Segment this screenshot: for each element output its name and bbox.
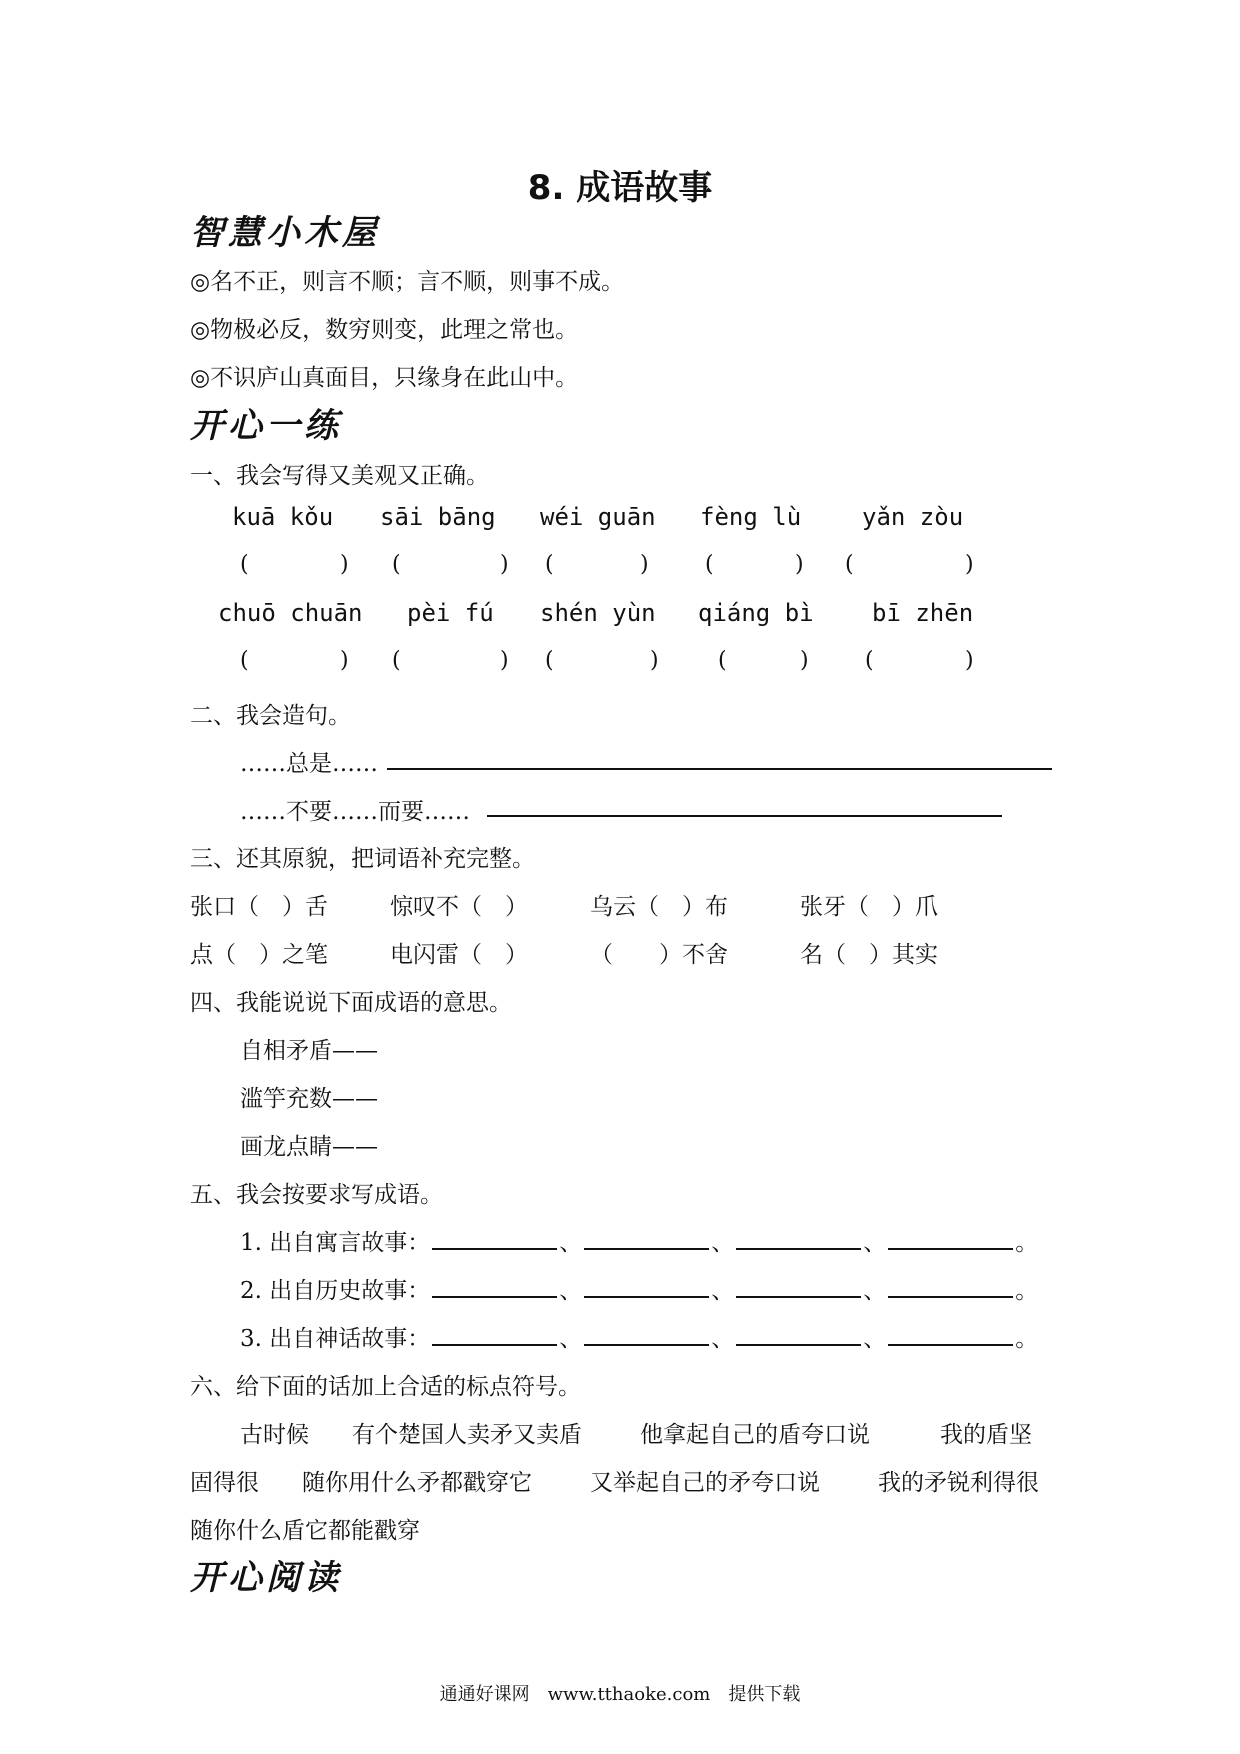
answer-blank[interactable] [736, 1324, 861, 1346]
passage-segment: 随你用什么矛都戳穿它 [302, 1470, 532, 1496]
paren-close: ) [800, 648, 809, 673]
paren-open: ( [240, 648, 249, 673]
pinyin-item: sāi bāng [380, 503, 496, 531]
quote-2: ◎物极必反，数穷则变，此理之常也。 [190, 317, 579, 343]
q5-item-label: 2. 出自历史故事： [240, 1278, 431, 1304]
passage-segment: 固得很 [190, 1470, 259, 1496]
sentence-prompt-2: ……不要……而要…… [240, 799, 470, 825]
paren-close: ) [500, 552, 509, 577]
separator: 、 [559, 1278, 583, 1304]
idiom-fill: 名（ ）其实 [800, 942, 938, 968]
separator: 、 [863, 1230, 887, 1256]
answer-blank[interactable] [736, 1228, 861, 1250]
pinyin-item: chuō chuān [218, 599, 363, 627]
quote-3: ◎不识庐山真面目，只缘身在此山中。 [190, 365, 579, 391]
answer-blank[interactable] [736, 1276, 861, 1298]
separator: 、 [559, 1326, 583, 1352]
q3-heading: 三、还其原貌，把词语补充完整。 [190, 846, 535, 872]
q5-item-label: 3. 出自神话故事： [240, 1326, 431, 1352]
paren-close: ) [640, 552, 649, 577]
answer-blank[interactable] [432, 1228, 557, 1250]
idiom-fill: 乌云（ ）布 [590, 894, 728, 920]
end-mark: 。 [1015, 1326, 1039, 1352]
paren-open: ( [545, 552, 554, 577]
section-practice: 开心一练 [190, 406, 342, 446]
q6-heading: 六、给下面的话加上合适的标点符号。 [190, 1374, 581, 1400]
pinyin-item: bī zhēn [872, 599, 974, 627]
passage-segment: 我的矛锐利得很 [878, 1470, 1039, 1496]
idiom-meaning: 画龙点睛—— [240, 1134, 378, 1160]
paren-open: ( [718, 648, 727, 673]
pinyin-item: fèng lù [700, 503, 802, 531]
idiom-fill: （ ）不舍 [590, 942, 728, 968]
answer-blank[interactable] [888, 1324, 1013, 1346]
q4-heading: 四、我能说说下面成语的意思。 [190, 990, 512, 1016]
idiom-fill: 电闪雷（ ） [390, 942, 528, 968]
paren-open: ( [392, 648, 401, 673]
section-wisdom: 智慧小木屋 [190, 213, 380, 253]
idiom-fill: 张口（ ）舌 [190, 894, 328, 920]
quote-1: ◎名不正，则言不顺；言不顺，则事不成。 [190, 269, 625, 295]
paren-open: ( [545, 648, 554, 673]
pinyin-item: wéi guān [540, 503, 656, 531]
pinyin-item: pèi fú [407, 599, 494, 627]
paren-open: ( [392, 552, 401, 577]
paren-open: ( [240, 552, 249, 577]
separator: 、 [559, 1230, 583, 1256]
paren-close: ) [795, 552, 804, 577]
q1-heading: 一、我会写得又美观又正确。 [190, 463, 489, 489]
answer-blank[interactable] [432, 1276, 557, 1298]
section-reading: 开心阅读 [190, 1558, 342, 1598]
idiom-fill: 点（ ）之笔 [190, 942, 328, 968]
paren-close: ) [500, 648, 509, 673]
answer-blank[interactable] [888, 1276, 1013, 1298]
paren-close: ) [340, 648, 349, 673]
separator: 、 [711, 1278, 735, 1304]
pinyin-item: kuā kǒu [232, 503, 334, 531]
q5-item-label: 1. 出自寓言故事： [240, 1230, 431, 1256]
passage-segment: 有个楚国人卖矛又卖盾 [352, 1422, 582, 1448]
paren-open: ( [845, 552, 854, 577]
passage-segment: 古时候 [240, 1422, 309, 1448]
pinyin-item: shén yùn [540, 599, 656, 627]
passage-segment: 我的盾坚 [940, 1422, 1032, 1448]
passage-segment: 随你什么盾它都能戳穿 [190, 1518, 420, 1544]
answer-blank[interactable] [888, 1228, 1013, 1250]
separator: 、 [711, 1230, 735, 1256]
idiom-meaning: 滥竽充数—— [240, 1086, 378, 1112]
answer-blank[interactable] [584, 1228, 709, 1250]
footer: 通通好课网 www.tthaoke.com 提供下载 [439, 1684, 801, 1705]
q5-heading: 五、我会按要求写成语。 [190, 1182, 443, 1208]
answer-blank[interactable] [432, 1324, 557, 1346]
paren-close: ) [965, 552, 974, 577]
q5-row-3 [240, 1320, 1038, 1353]
answer-blank[interactable] [584, 1276, 709, 1298]
pinyin-item: qiáng bì [698, 599, 814, 627]
end-mark: 。 [1015, 1278, 1039, 1304]
passage-segment: 又举起自己的矛夸口说 [590, 1470, 820, 1496]
page-title: 8. 成语故事 [527, 168, 713, 208]
answer-line[interactable] [387, 768, 1052, 770]
sentence-prompt-1: ……总是…… [240, 751, 378, 777]
idiom-meaning: 自相矛盾—— [240, 1038, 378, 1064]
q5-row-2 [240, 1272, 1038, 1305]
idiom-fill: 惊叹不（ ） [390, 894, 528, 920]
idiom-fill: 张牙（ ）爪 [800, 894, 938, 920]
passage-segment: 他拿起自己的盾夸口说 [640, 1422, 870, 1448]
answer-line[interactable] [487, 815, 1002, 817]
separator: 、 [711, 1326, 735, 1352]
paren-close: ) [965, 648, 974, 673]
q5-row-1 [240, 1224, 1038, 1257]
q2-heading: 二、我会造句。 [190, 703, 351, 729]
answer-blank[interactable] [584, 1324, 709, 1346]
paren-close: ) [340, 552, 349, 577]
separator: 、 [863, 1326, 887, 1352]
paren-close: ) [650, 648, 659, 673]
end-mark: 。 [1015, 1230, 1039, 1256]
pinyin-item: yǎn zòu [862, 503, 964, 531]
separator: 、 [863, 1278, 887, 1304]
paren-open: ( [865, 648, 874, 673]
paren-open: ( [705, 552, 714, 577]
